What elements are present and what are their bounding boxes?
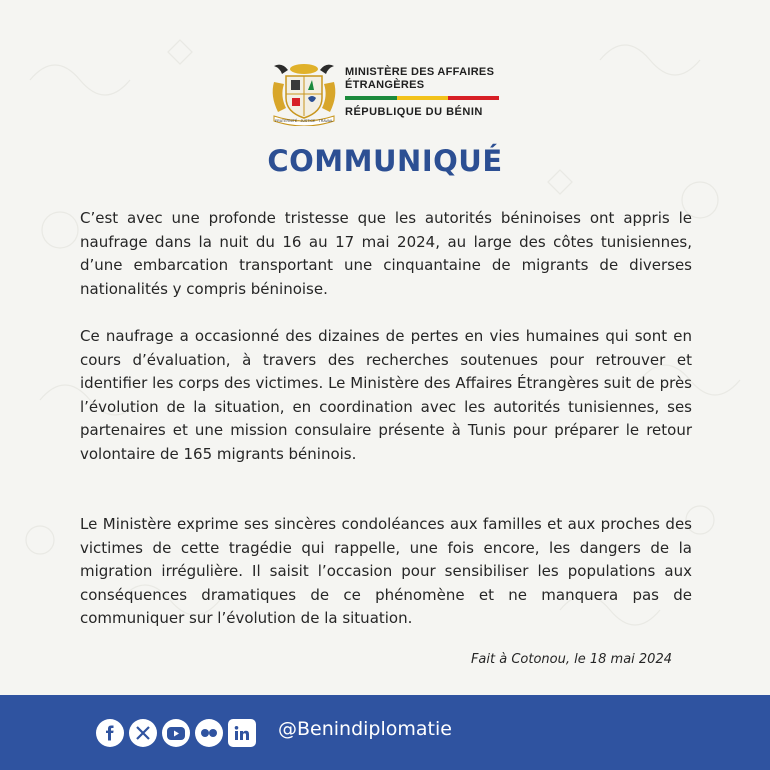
- paragraph-1: C’est avec une profonde tristesse que les autorités béninoises ont appris le naufrage dans la nuit du 16 au 17 mai 2024, au large des côtes tunisiennes, d’une embarcation transportant une cinquantaine de migrants de diverses nationalités y compris béninoise.: [80, 209, 692, 298]
- youtube-icon[interactable]: [162, 719, 190, 747]
- signature-line: Fait à Cotonou, le 18 mai 2024: [470, 652, 672, 667]
- ministry-name-line2: ÉTRANGÈRES: [345, 79, 425, 91]
- flag-yellow: [397, 96, 448, 100]
- footer-bar: [0, 695, 770, 770]
- ministry-name-line1: MINISTÈRE DES AFFAIRES: [345, 66, 495, 78]
- x-icon[interactable]: [129, 719, 157, 747]
- page-title: COMMUNIQUÉ: [267, 144, 503, 178]
- flickr-icon[interactable]: [195, 719, 223, 747]
- paragraph-2: Ce naufrage a occasionné des dizaines de pertes en vies humaines qui sont en cours d’évaluation, à travers des recherches soutenues pour retrouver et identifier les corps des victimes. Le Ministère des Affaires Étrangères suit de près l’évolution de la situation, en coordination avec les autorités tunisiennes, ses partenaires et une mission consulaire présente à Tunis pour préparer le retour volontaire de 165 migrants béninois.: [80, 327, 692, 463]
- flag-red: [448, 96, 499, 100]
- social-icons: [96, 719, 256, 747]
- svg-text:FRATERNITÉ · JUSTICE · TRAVAIL: FRATERNITÉ · JUSTICE · TRAVAIL: [274, 119, 334, 123]
- ministry-header: [268, 60, 508, 126]
- paragraph-3: Le Ministère exprime ses sincères condoléances aux familles et aux proches des victimes de cette tragédie qui rappelle, une fois encore, les dangers de la migration irrégulière. Il saisit l’occasion pour sensibiliser les populations aux conséquences dramatiques de ce phénomène et ne manquera pas de communiquer sur l’évolution de la situation.: [80, 515, 692, 627]
- social-handle[interactable]: @Benindiplomatie: [278, 718, 452, 740]
- republic-name: RÉPUBLIQUE DU BÉNIN: [345, 106, 483, 118]
- linkedin-icon[interactable]: [228, 719, 256, 747]
- coat-of-arms-icon: [268, 60, 340, 126]
- facebook-icon[interactable]: [96, 719, 124, 747]
- benin-flag-stripe: [345, 96, 499, 100]
- flag-green: [345, 96, 397, 100]
